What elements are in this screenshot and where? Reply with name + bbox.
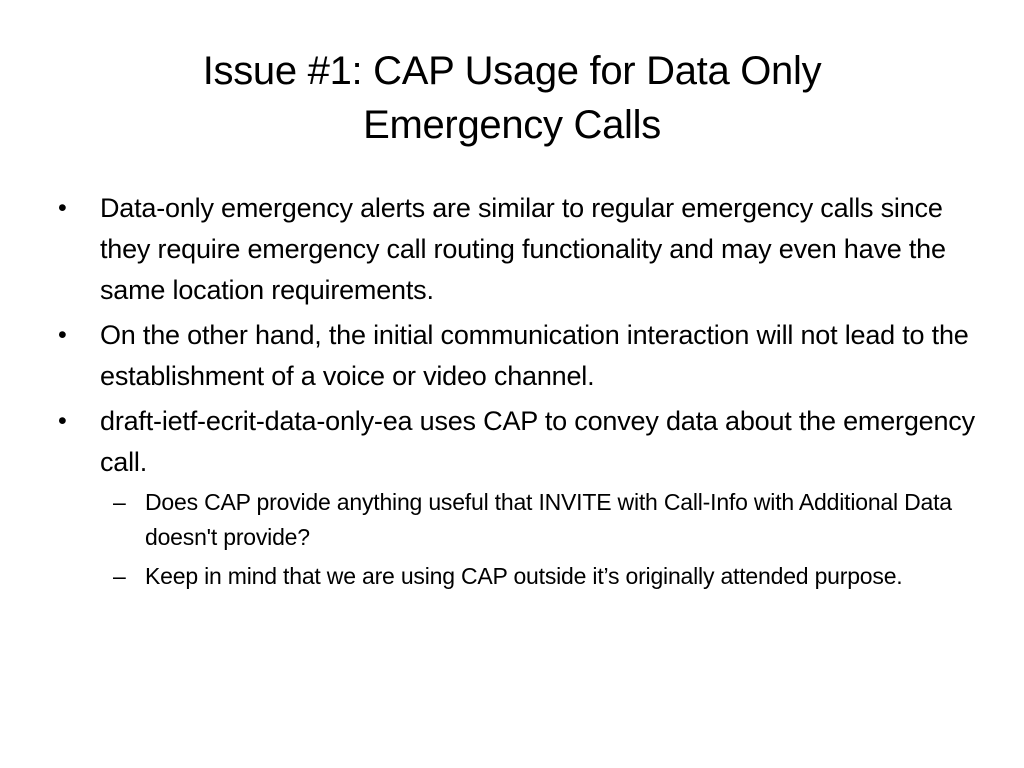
bullet-list — [56, 188, 976, 594]
sub-bullet-item — [100, 485, 976, 555]
slide-title — [60, 44, 964, 152]
sub-bullet-list — [100, 485, 976, 594]
bullet-text: draft-ietf-ecrit-data-only-ea uses CAP to convey data about the emergency call. — [100, 406, 975, 477]
bullet-icon: • — [58, 321, 67, 349]
bullet-item — [56, 315, 976, 397]
bullet-icon: • — [58, 407, 67, 435]
sub-bullet-text: Keep in mind that we are using CAP outside it’s originally attended purpose. — [145, 563, 903, 589]
bullet-item — [56, 188, 976, 311]
bullet-text: On the other hand, the initial communication interaction will not lead to the establishment of a voice or video channel. — [100, 320, 969, 391]
slide-title-line-2: Emergency Calls — [363, 103, 661, 147]
dash-icon: – — [113, 563, 126, 589]
slide-body — [56, 188, 976, 598]
bullet-item — [56, 401, 976, 594]
sub-bullet-text: Does CAP provide anything useful that INVITE with Call-Info with Additional Data doesn't provide? — [145, 489, 952, 550]
dash-icon: – — [113, 489, 126, 515]
slide-title-line-1: Issue #1: CAP Usage for Data Only — [202, 49, 822, 93]
sub-bullet-item — [100, 559, 976, 594]
bullet-icon: • — [58, 194, 67, 222]
bullet-text: Data-only emergency alerts are similar to regular emergency calls since they require emergency call routing functionality and may even have the same location requirements. — [100, 193, 946, 305]
